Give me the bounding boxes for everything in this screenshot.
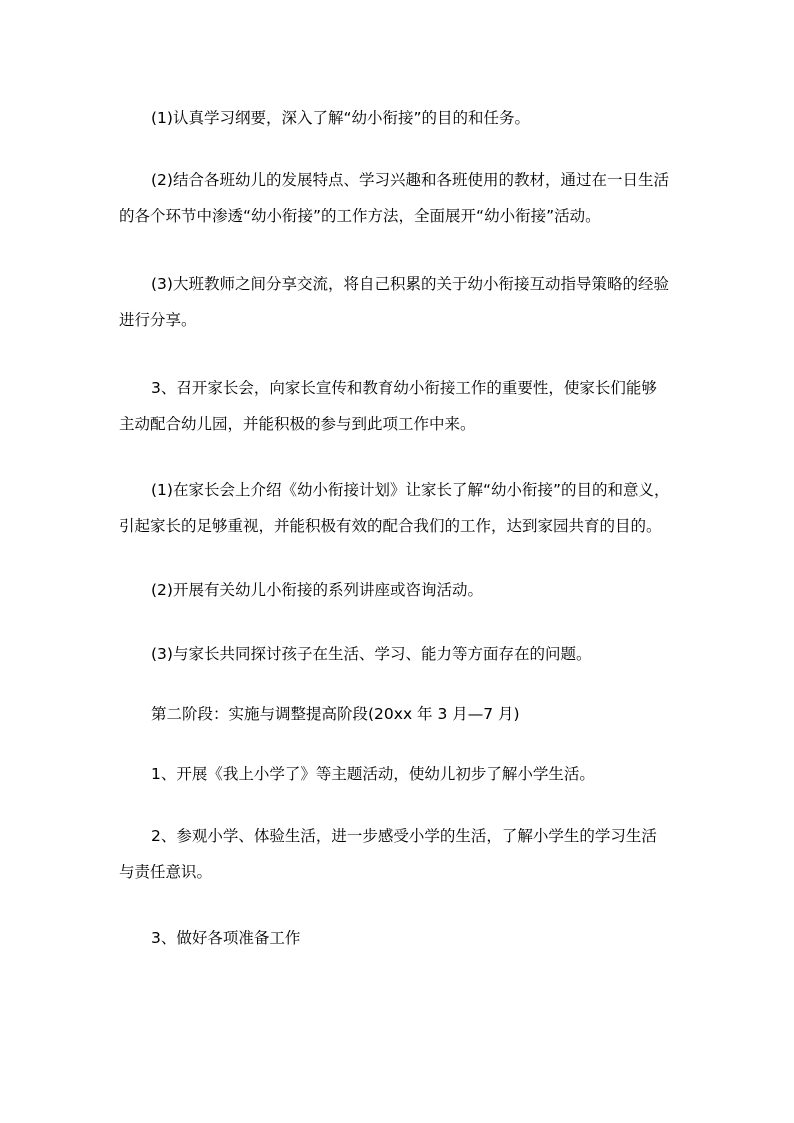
paragraph-line: 3、召开家长会，向家长宣传和教育幼小衔接工作的重要性，使家长们能够 bbox=[151, 379, 657, 397]
paragraph-line: 2、参观小学、体验生活，进一步感受小学的生活，了解小学生的学习生活 bbox=[151, 827, 657, 845]
paragraph-visit-school bbox=[119, 818, 679, 890]
section-heading-stage-two bbox=[119, 696, 679, 732]
paragraph-line: 进行分享。 bbox=[119, 311, 197, 329]
paragraph-line: 与责任意识。 bbox=[119, 863, 213, 881]
paragraph-line: (3)大班教师之间分享交流，将自己积累的关于幼小衔接互动指导策略的经验 bbox=[151, 275, 669, 293]
paragraph-study-outline bbox=[119, 100, 679, 136]
paragraph-line: 的各个环节中渗透“幼小衔接”的工作方法，全面展开“幼小衔接”活动。 bbox=[119, 207, 601, 225]
paragraph-preparation bbox=[119, 920, 679, 956]
paragraph-line: (3)与家长共同探讨孩子在生活、学习、能力等方面存在的问题。 bbox=[151, 645, 592, 663]
paragraph-line: (2)结合各班幼儿的发展特点、学习兴趣和各班使用的教材，通过在一日生活 bbox=[151, 171, 669, 189]
paragraph-line: 引起家长的足够重视，并能积极有效的配合我们的工作，达到家园共育的目的。 bbox=[119, 517, 662, 535]
paragraph-line: 第二阶段：实施与调整提高阶段(20xx 年 3 月—7 月) bbox=[151, 705, 520, 723]
paragraph-combine-features bbox=[119, 162, 679, 234]
paragraph-line: (1)在家长会上介绍《幼小衔接计划》让家长了解“幼小衔接”的目的和意义， bbox=[151, 481, 670, 499]
paragraph-theme-activity bbox=[119, 756, 679, 792]
paragraph-discuss-problems bbox=[119, 636, 679, 672]
paragraph-line: 1、开展《我上小学了》等主题活动，使幼儿初步了解小学生活。 bbox=[151, 765, 595, 783]
paragraph-line: (1)认真学习纲要，深入了解“幼小衔接”的目的和任务。 bbox=[151, 109, 531, 127]
paragraph-parent-meeting bbox=[119, 370, 679, 442]
paragraph-introduce-plan bbox=[119, 472, 679, 544]
paragraph-line: 主动配合幼儿园，并能积极的参与到此项工作中来。 bbox=[119, 415, 476, 433]
paragraph-teacher-sharing bbox=[119, 266, 679, 338]
paragraph-line: (2)开展有关幼儿小衔接的系列讲座或咨询活动。 bbox=[151, 581, 483, 599]
paragraph-line: 3、做好各项准备工作 bbox=[151, 929, 301, 947]
paragraph-lecture-series bbox=[119, 572, 679, 608]
